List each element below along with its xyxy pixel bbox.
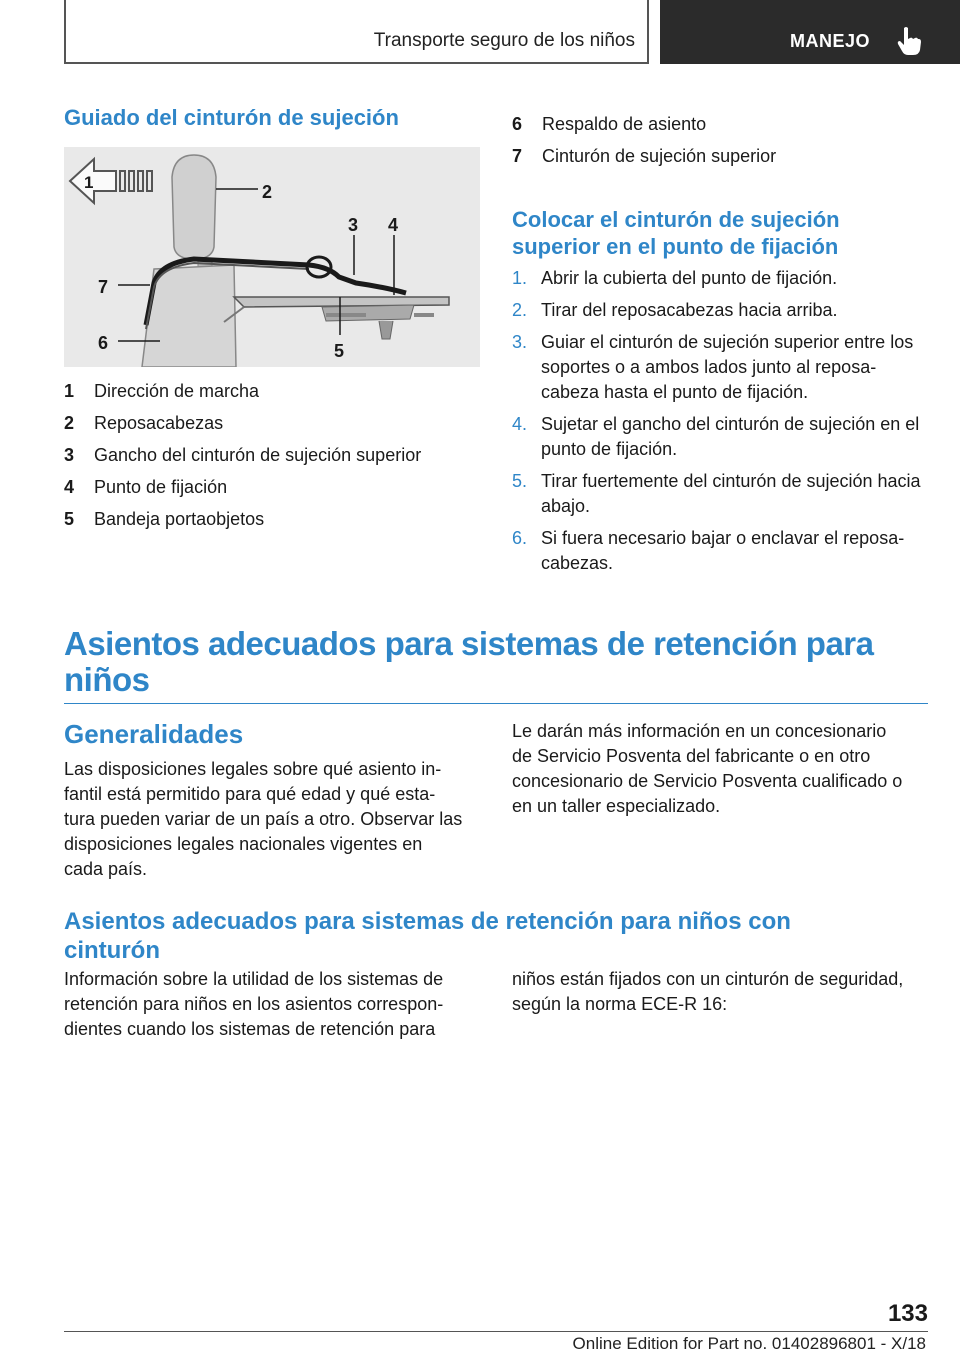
footer-divider xyxy=(64,1331,928,1332)
figure-legend-left xyxy=(64,375,484,535)
general-paragraph-right: Le darán más información en un concesionario de Servicio Posventa del fabricante o en otro concesionario de Servicio Posventa cualificado o en un taller especializado. xyxy=(512,721,903,816)
general-heading: Generalidades xyxy=(64,719,244,749)
step-item: 3. Guiar el cinturón de sujeción superior entre los soportes o a ambos lados junto al reposa‐cabeza hasta el punto de fijación. xyxy=(512,332,914,402)
belt-seats-paragraph-right: niños están fijados con un cinturón de seguridad, según la norma ECE-R 16: xyxy=(512,969,904,1014)
step-item: 6. Si fuera necesario bajar o enclavar el reposa‐cabezas. xyxy=(512,528,905,573)
belt-guide-figure xyxy=(64,147,480,367)
pointing-hand-icon xyxy=(896,26,922,56)
legend-item: 3 Gancho del cinturón de sujeción superior xyxy=(64,445,422,465)
legend-item: 5 Bandeja portaobjetos xyxy=(64,509,265,529)
step-item: 5. Tirar fuertemente del cinturón de sujeción hacia abajo. xyxy=(512,471,921,516)
seats-section-heading: Asientos adecuados para sistemas de retención para niños xyxy=(64,625,874,698)
page-number: 133 xyxy=(887,1300,928,1327)
section-title: Transporte seguro de los niños xyxy=(373,30,635,51)
figure-label-6: 6 xyxy=(98,333,109,353)
headrest-shape xyxy=(172,155,216,259)
parcel-shelf-shape xyxy=(234,297,449,307)
general-paragraph-left: Las disposiciones legales sobre qué asiento in‐ fantil está permitido para qué edad y qué esta‐ tura pueden variar de un país a otro. Observar las disposiciones legales nacionales vigentes en cada país. xyxy=(64,759,463,879)
header-section-box xyxy=(64,0,649,64)
belt-seats-heading: Asientos adecuados para sistemas de retención para niños con cinturón xyxy=(64,908,791,964)
step-item: 1. Abrir la cubierta del punto de fijación. xyxy=(512,268,838,288)
figure-label-1: 1 xyxy=(84,173,94,192)
figure-label-4: 4 xyxy=(388,215,399,235)
legend-item: 1 Dirección de marcha xyxy=(64,381,260,401)
anchor-steps-list xyxy=(512,266,932,583)
figure-label-2: 2 xyxy=(262,182,273,202)
figure-label-5: 5 xyxy=(334,341,345,361)
chapter-tab[interactable] xyxy=(660,0,960,64)
seat-diagram xyxy=(64,147,480,367)
figure-label-7: 7 xyxy=(98,277,109,297)
legend-item: 6 Respaldo de asiento xyxy=(512,114,707,134)
step-item: 4. Sujetar el gancho del cinturón de sujeción en el punto de fijación. xyxy=(512,414,920,459)
chapter-tab-label: MANEJO xyxy=(790,31,871,51)
figure-label-3: 3 xyxy=(348,215,359,235)
legend-item: 2 Reposacabezas xyxy=(64,413,224,433)
anchor-heading: Colocar el cinturón de sujeción superior en el punto de fijación xyxy=(512,207,840,259)
edition-footer: Online Edition for Part no. 01402896801 - X/18 xyxy=(572,1334,926,1353)
belt-guide-heading: Guiado del cinturón de sujeción xyxy=(64,105,399,130)
belt-seats-paragraph-left: Información sobre la utilidad de los sistemas de retención para niños en los asientos correspon‐ dientes cuando los sistemas de retención para xyxy=(64,969,444,1039)
section-divider xyxy=(64,703,928,704)
step-item: 2. Tirar del reposacabezas hacia arriba. xyxy=(512,300,838,320)
legend-item: 7 Cinturón de sujeción superior xyxy=(512,146,777,166)
figure-legend-right xyxy=(512,108,932,172)
legend-item: 4 Punto de fijación xyxy=(64,477,228,497)
